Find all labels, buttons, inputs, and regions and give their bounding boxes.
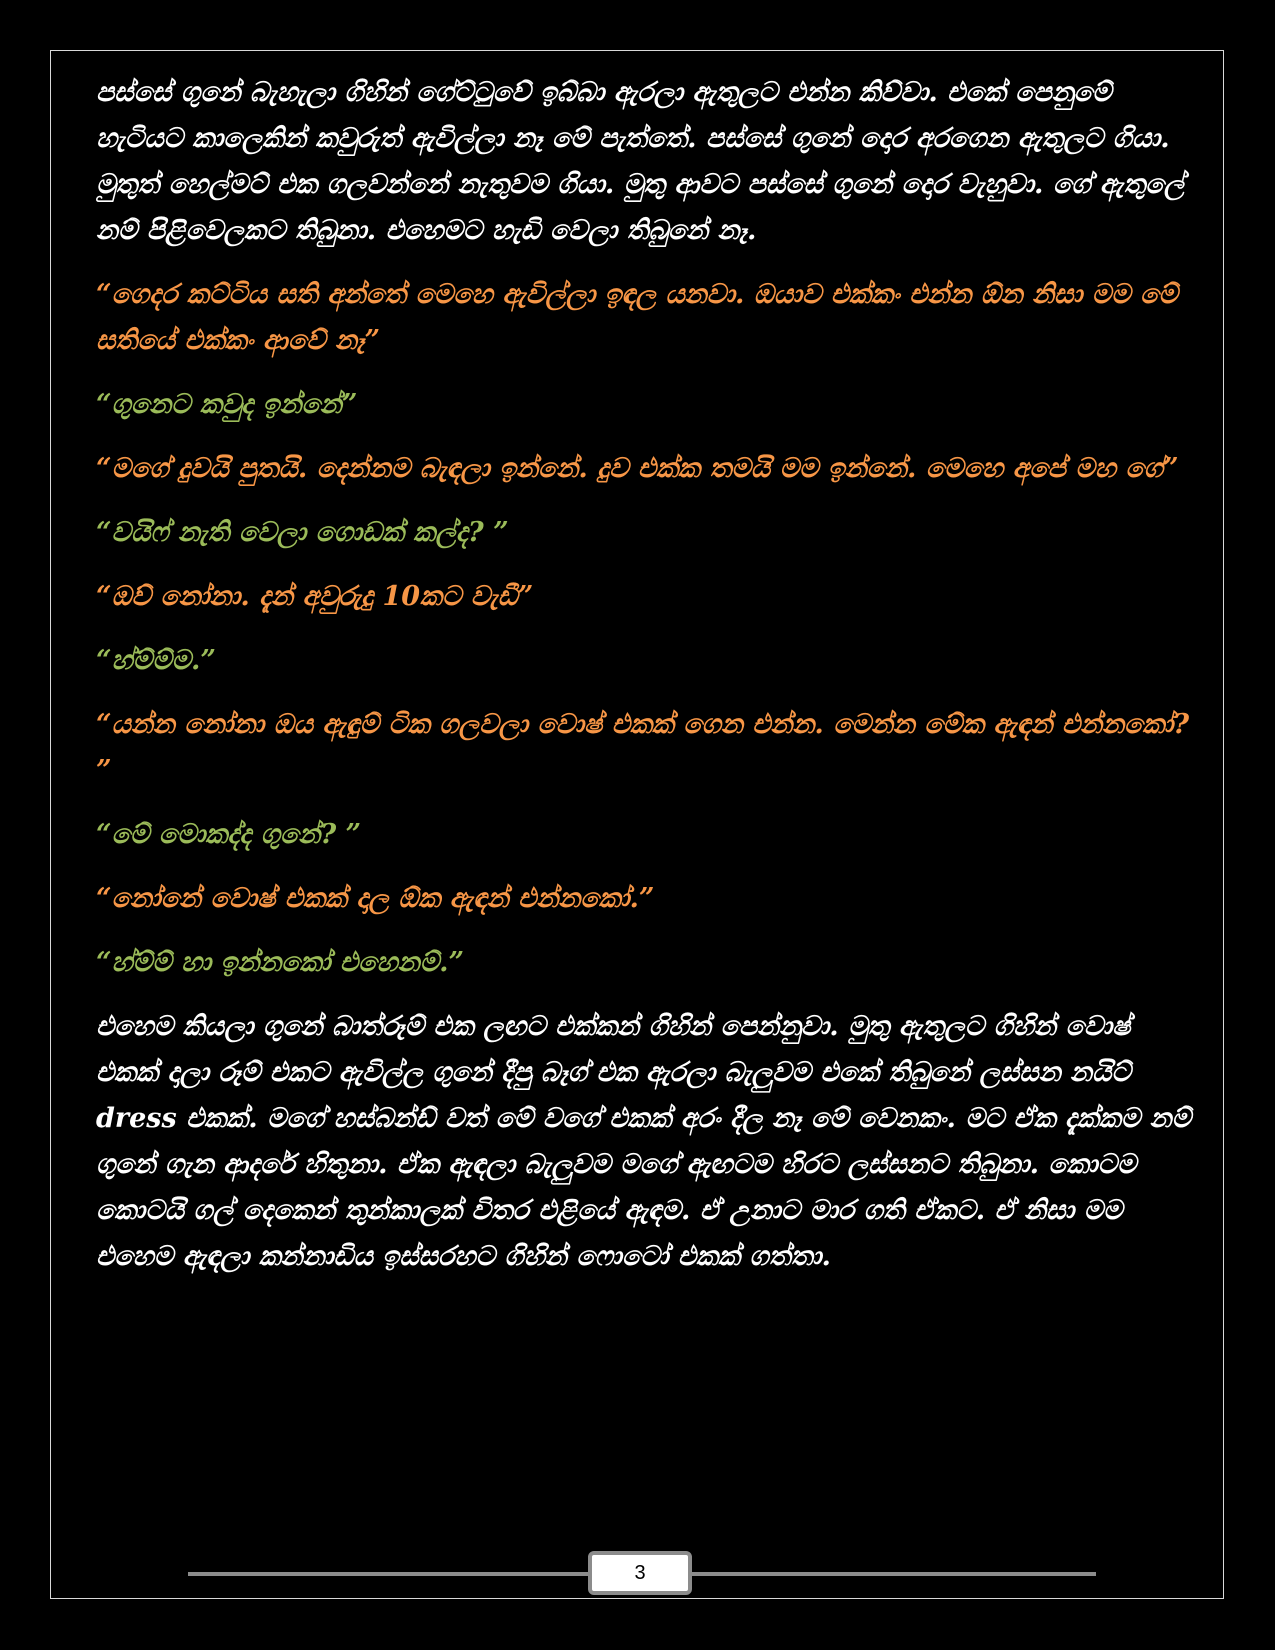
narration-paragraph: එහෙම කියලා ගුනේ බාත්රූම් එක ලඟට එක්කන් ගිහින් පෙන්නුවා. මුතු ඇතුලට ගිහින් වොෂ් එකක් දාලා රූම් එකට ඇවිල්ල ගුනේ දීපු බෑග් එක ඇරලා බැලුවම එකේ තිබුනේ ලස්සන නයිට් dress එකක්. මගේ හස්බන්ඩ් වත් මේ වගේ එකක් අරං දීල නෑ මේ වෙනකං. මට ඒක දැක්කම නම් ගුනේ ගැන ආදරේ හිතුනා. ඒක ඇඳලා බැලුවම මගේ ඇඟටම හිරට ලස්සනට තිබුනා. කොටම කොටයි ගල් දෙකෙන් තුන්කාලක් විතර එළියේ ඇඳම. ඒ උනාට මාර ගති ඒකට. ඒ නිසා මම එහෙම ඇඳලා කන්නාඩිය ඉස්සරහට ගිහින් ෆොටෝ එකක් ගත්තා. <box>96 1011 1192 1272</box>
footer-rule-right <box>688 1572 1096 1576</box>
dialogue-line: “යන්න නෝනා ඔය ඇඳුම් ටික ගලවලා වොෂ් එකක් ගෙන එන්න. මෙන්න මේක ඇඳන් එන්නකෝ? ” <box>96 709 1190 786</box>
dialogue-line: “ගෙදර කට්ටිය සති අන්තේ මෙහෙ ඇවිල්ලා ඉඳල යනවා. ඔයාව එක්කං එන්න ඕන නිසා මම මේ සතියේ එක්කං ආවේ නෑ” <box>96 279 1178 356</box>
footer-rule-left <box>188 1572 588 1576</box>
dialogue-line: “මේ මොකද්ද ගුනේ? ” <box>96 819 362 850</box>
dialogue-line: “වයිෆ් නැති වෙලා ගොඩක් කල්ද? ” <box>96 517 509 548</box>
dialogue-line: “ඔව් නෝනා. දැන් අවුරුදු 10කට වැඩී” <box>96 581 534 612</box>
dialogue-line: “හ්ම්ම්ම.” <box>96 645 216 676</box>
dialogue-line: “ගුනෙට කවුද ඉන්නේ” <box>96 389 358 420</box>
dialogue-line: “මගේ දුවයි පුතයි. දෙන්නම බැඳලා ඉන්නේ. දුව එක්ක තමයි මම ඉන්නේ. මෙහෙ අපේ මහ ගේ” <box>96 453 1179 484</box>
page-number: 3 <box>588 1551 692 1595</box>
dialogue-line: “නෝනේ වොෂ් එකක් දාල ඕක ඇඳන් එන්නකෝ.” <box>96 883 655 914</box>
page-content <box>96 70 1196 1298</box>
narration-paragraph: පස්සේ ගුනේ බැහැලා ගිහින් ගේට්ටුවේ ඉබ්බා ඇරලා ඇතුලට එන්න කිව්වා. එකේ පෙනුමේ හැටියට කාලෙකින් කවුරුත් ඇවිල්ලා නෑ මේ පැත්තේ. පස්සේ ගුනේ දොර අරගෙන ඇතුලට ගියා. මුතුත් හෙල්මට් එක ගලවන්නේ නැතුවම ගියා. මුතු ආවට පස්සේ ගුනේ දොර වැහුවා. ගේ ඇතුලේ නම් පිළිවෙලකට තිබුනා. එහෙමට හැඩි වෙලා තිබුනේ නෑ. <box>96 77 1185 246</box>
dialogue-line: “හ්ම්ම් හා ඉන්නකෝ එහෙනම්.” <box>96 947 465 978</box>
